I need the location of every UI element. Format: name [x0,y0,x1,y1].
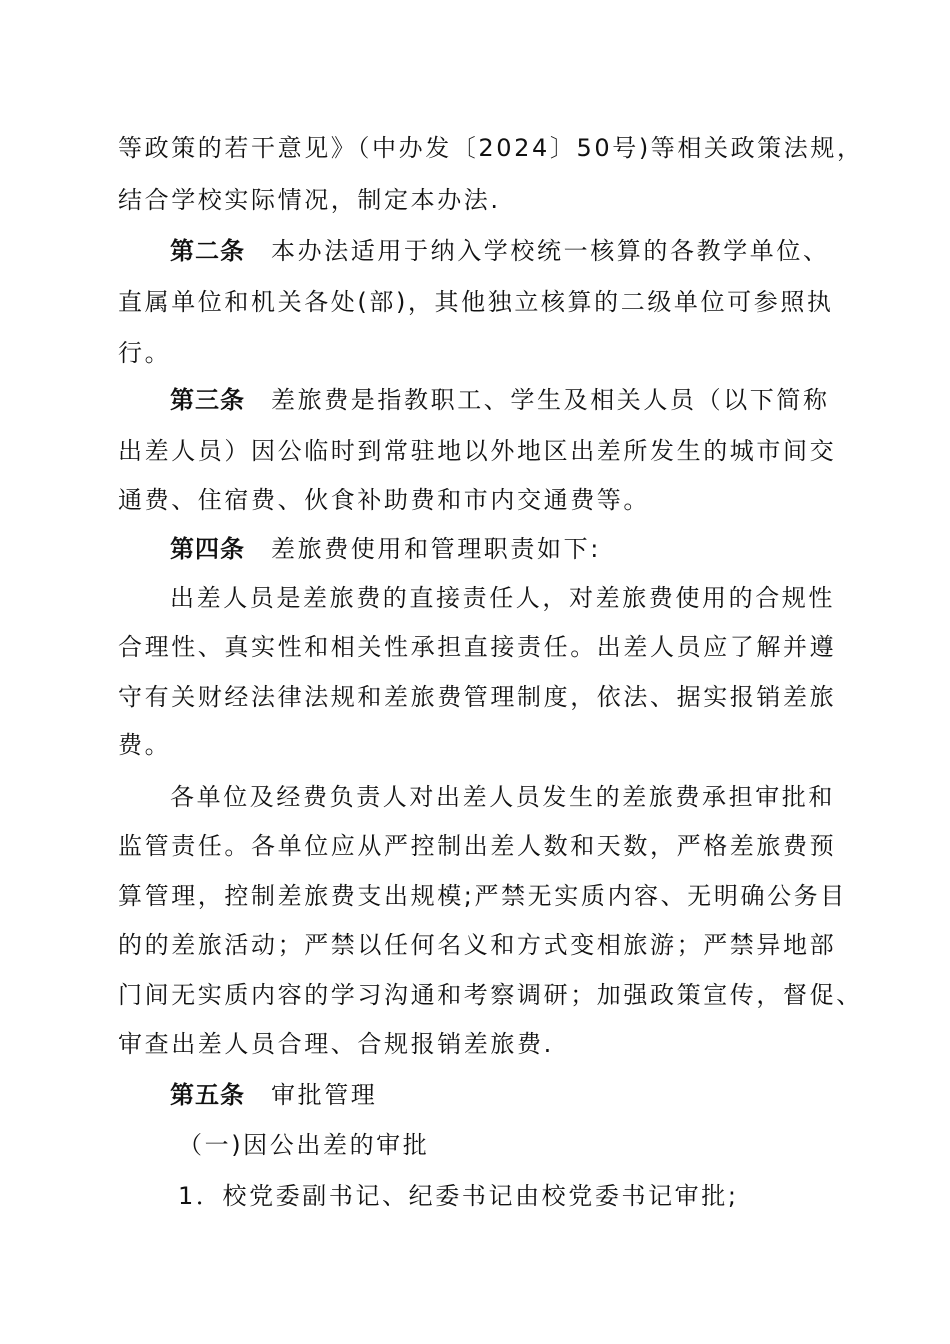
list-item [178,1179,908,1213]
line-text: 等政策的若干意见》（中办发〔2024〕50号)等相关政策法规， [118,134,864,162]
paragraph-line [118,434,848,468]
paragraph-line [118,680,848,714]
line-text: 直属单位和机关各处(部)，其他独立核算的二级单位可参照执 [118,288,834,316]
paragraph-line [118,630,848,664]
line-text: 出差人员是差旅费的直接责任人，对差旅费使用的合规性 [170,584,835,612]
paragraph-line [118,131,864,165]
paragraph-line [118,285,848,319]
paragraph-line [118,829,848,863]
paragraph-line [118,928,848,962]
paragraph-line [118,978,863,1012]
line-text: 通费、住宿费、伙食补助费和市内交通费等。 [118,486,650,514]
line-text: 各单位及经费负责人对出差人员发生的差旅费承担审批和 [170,783,835,811]
line-text: 的的差旅活动；严禁以任何名义和方式变相旅游；严禁异地部 [118,931,837,959]
article-2-line [170,234,900,268]
line-text: 费。 [118,731,172,759]
article-heading: 第五条 [170,1081,245,1109]
line-text: 门间无实质内容的学习沟通和考察调研；加强政策宣传，督促、 [118,981,863,1009]
line-text: 审查出差人员合理、合规报销差旅费. [118,1030,554,1058]
subsection-heading [178,1128,908,1162]
line-text: 监管责任。各单位应从严控制出差人数和天数，严格差旅费预 [118,832,837,860]
article-heading: 第四条 [170,535,245,563]
paragraph-line [118,483,848,517]
line-text: 合理性、真实性和相关性承担直接责任。出差人员应了解并遵 [118,633,837,661]
paragraph-line [118,879,848,913]
line-text: 差旅费是指教职工、学生及相关人员（以下简称 [271,386,830,414]
article-3-line [170,383,900,417]
line-text: 行。 [118,339,172,367]
paragraph-line [118,1027,848,1061]
paragraph-line [118,183,848,217]
line-text: 守有关财经法律法规和差旅费管理制度，依法、据实报销差旅 [118,683,837,711]
paragraph-line [170,780,900,814]
article-4-line [170,532,900,566]
article-5-line [170,1078,900,1112]
paragraph-line [118,728,848,762]
article-heading: 第三条 [170,386,245,414]
line-text: 差旅费使用和管理职责如下: [271,535,601,563]
line-text: 本办法适用于纳入学校统一核算的各教学单位、 [271,237,830,265]
line-text: 结合学校实际情况，制定本办法. [118,186,501,214]
article-heading: 第二条 [170,237,245,265]
line-text: 出差人员）因公临时到常驻地以外地区出差所发生的城市间交 [118,437,837,465]
line-text: 审批管理 [271,1081,378,1109]
line-text: 算管理，控制差旅费支出规模;严禁无实质内容、无明确公务目 [118,882,847,910]
paragraph-line [170,581,900,615]
paragraph-line [118,336,848,370]
line-text: 1．校党委副书记、纪委书记由校党委书记审批; [178,1182,739,1210]
line-text: （一)因公出差的审批 [178,1131,430,1159]
